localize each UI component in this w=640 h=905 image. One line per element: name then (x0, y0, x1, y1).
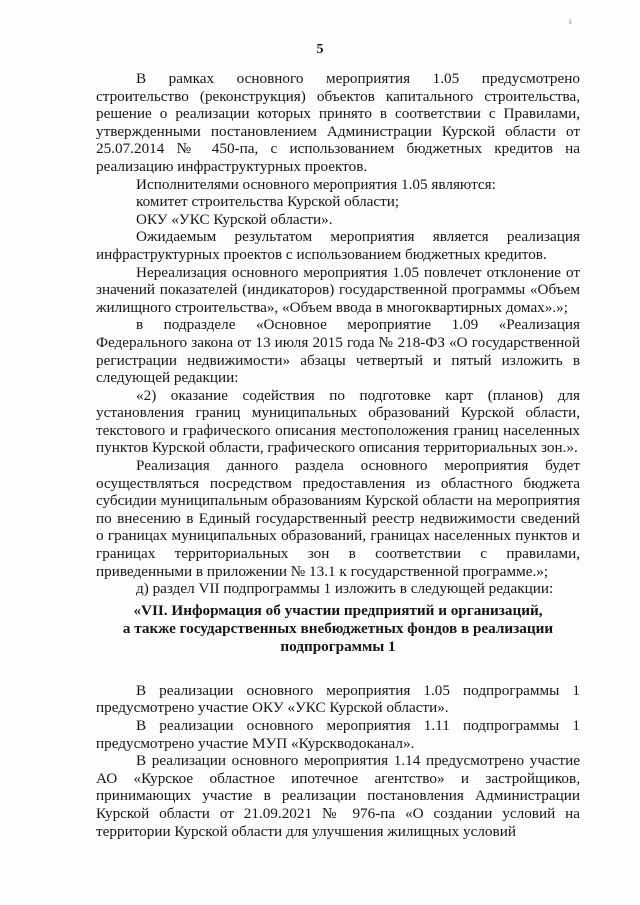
paragraph-1: В рамках основного мероприятия 1.05 предусмотрено строительство (реконструкция) объектов капитального строительства, решение о реализации которых принято в соответствии с Правилами, утвержденными постановлением Администрации Курской области от 25.07.2014 № 450-па, с использованием бюджетных кредитов на реализацию инфраструктурных проектов. (96, 70, 580, 175)
paragraph-4: ОКУ «УКС Курской области». (136, 210, 333, 228)
paragraph-9: Реализация данного раздела основного мероприятия будет осуществляться посредством предоставления из областного бюджета субсидии муниципальным образованиям Курской области на мероприятия по внесению в Единый государственный реестр недвижимости сведений о границах муниципальных образований, границах населенных пунктов и границах территориальных зон в соответствии с правилами, приведенными в приложении № 13.1 к государственной программе.»; (96, 457, 580, 580)
section-heading-line-3: подпрограммы 1 (280, 637, 396, 655)
section-heading-line-1: «VII. Информация об участии предприятий и организаций, (133, 601, 543, 619)
paragraph-11: В реализации основного мероприятия 1.05 подпрограммы 1 предусмотрено участие ОКУ «УКС Курской области». (96, 681, 580, 717)
paragraph-12: В реализации основного мероприятия 1.11 подпрограммы 1 предусмотрено участие МУП «Курскводоканал». (96, 717, 580, 752)
paragraph-13: В реализации основного мероприятия 1.14 предусмотрено участие АО «Курское областное ипотечное агентство» и застройщиков, принимающих участие в реализации постановления Администрации Курской области от 21.09.2021 № 976-па «О создании условий на территории Курской области для улучшения жилищных условий (96, 752, 580, 840)
paragraph-10: д) раздел VII подпрограммы 1 изложить в следующей редакции: (136, 580, 554, 598)
page-number: 5 (316, 42, 324, 57)
paragraph-3: комитет строительства Курской области; (136, 193, 400, 211)
section-heading-line-2: а также государственных внебюджетных фондов в реализации (122, 619, 554, 637)
paragraph-6: Нереализация основного мероприятия 1.05 повлечет отклонение от значений показателей (индикаторов) государственной программы «Объем жилищного строительства», «Объем ввода в многоквартирных домах».»; (96, 263, 580, 316)
document-body (96, 70, 580, 840)
scan-mark: s (568, 16, 572, 26)
paragraph-7: в подразделе «Основное мероприятие 1.09 «Реализация Федерального закона от 13 июля 2015 года № 218-ФЗ «О государственной регистрации недвижимости» абзацы четвертый и пятый изложить в следующей редакции: (96, 316, 580, 387)
paragraph-8: «2) оказание содействия по подготовке карт (планов) для установления границ муниципальных образований Курской области, текстового и графического описания местоположения границ населенных пунктов Курской области, графического описания территориальных зон.». (96, 386, 580, 457)
paragraph-2: Исполнителями основного мероприятия 1.05 являются: (136, 175, 496, 193)
paragraph-5: Ожидаемым результатом мероприятия является реализация инфраструктурных проектов с использованием бюджетных кредитов. (96, 228, 580, 263)
